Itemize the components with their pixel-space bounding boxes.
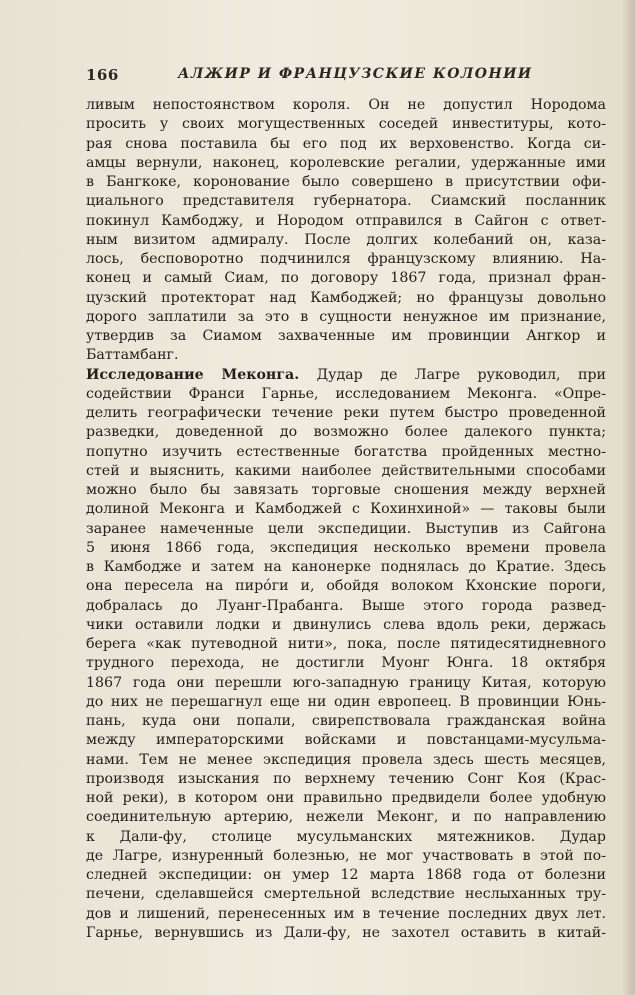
text-line: Баттамбанг. — [86, 347, 179, 364]
text-line: конец и самый Сиам, по договору 1867 года, признал фран- — [86, 270, 606, 287]
text-line: Гарнье, вернувшись из Дали-фу, не захотел оставить в китай- — [86, 924, 606, 941]
text-line: попутно изучить естественные богатства пройденных местно- — [86, 443, 606, 460]
text-line: печени, сделавшейся смертельной вследствие неслыханных тру- — [86, 886, 606, 903]
text-line: трудного перехода, не достигли Муонг Юнга. 18 октября — [86, 655, 606, 672]
text-line: просить у своих могущественных соседей инвеституры, кото- — [86, 116, 606, 133]
text-line: заранее намеченные цели экспедиции. Выступив из Сайгона — [86, 520, 606, 537]
text-line: утвердив за Сиамом захваченные им провинции Ангкор и — [86, 328, 606, 344]
section-first-line — [86, 366, 606, 385]
text-line: следней экспедиции: он умер 12 марта 1868 года от болезни — [86, 867, 606, 883]
text-line: в Камбодже и затем на канонерке поднялась до Кратие. Здесь — [86, 559, 606, 575]
text-line: лось, бесповоротно подчинился французскому влиянию. На- — [86, 251, 606, 267]
text-line: стей и выяснить, какими наиболее действительными способами — [86, 462, 606, 479]
text-line: цузский протекторат над Камбоджей; но французы довольно — [86, 289, 606, 306]
text-line: делить географически течение реки путем быстро проведенной — [86, 405, 606, 421]
text-line: дорого заплатили за это в сущности ненужное им признание, — [86, 308, 606, 325]
text-line: покинул Камбоджу, и Нородом отправился в Сайгон с ответ- — [86, 212, 606, 229]
text-line: разведки, доведенной до возможно более далекого пункта; — [86, 424, 606, 441]
text-line: между императорскими войсками и повстанцами-мусульма- — [86, 732, 606, 749]
text-line: долиной Меконга и Камбоджей с Кохинхиной» — таковы были — [86, 501, 606, 518]
text-line: циального представителя губернатора. Сиамский посланник — [86, 193, 606, 210]
text-line: де Лагре, изнуренный болезнью, не мог участвовать в этой по- — [86, 847, 606, 864]
text-line: берега «как путеводной нити», пока, после пятидесятидневного — [86, 636, 606, 652]
text-line: ным визитом адмиралу. После долгих колебаний он, каза- — [86, 231, 606, 248]
text-line: она пересела на пирóги и, обойдя волоком Кхонские пороги, — [86, 578, 606, 595]
text-line: в Бангкоке, коронование было совершено в присутствии офи- — [86, 174, 606, 190]
text-line: к Дали-фу, столице мусульманских мятежников. Дудар — [86, 828, 606, 845]
text-line: ной реки), в котором они правильно предвидели более удобную — [86, 790, 606, 806]
text-line: содействии Франси Гарнье, исследованием Меконга. «Опре- — [86, 385, 606, 402]
text-line: соединительную артерию, нежели Меконг, и по направлению — [86, 809, 606, 826]
running-title: АЛЖИР И ФРАНЦУЗСКИЕ КОЛОНИИ — [178, 66, 533, 82]
text-line: нами. Тем не менее экспедиция провела здесь шесть месяцев, — [86, 751, 606, 768]
text-line: рая снова поставила бы его под их верховенство. Когда си- — [86, 135, 606, 152]
body-text — [86, 96, 606, 943]
text-line: 5 июня 1866 года, экспедиция несколько времени провела — [86, 539, 606, 556]
text-line: добралась до Луанг-Прабанга. Выше этого города развед- — [86, 597, 606, 614]
text-line: амцы вернули, наконец, королевские регалии, удержанные ими — [86, 154, 606, 171]
text-line: пань, куда они попали, свирепствовала гражданская война — [86, 713, 606, 729]
section-heading: Исследование Меконга. — [86, 366, 300, 383]
text-line: производя изыскания по верхнему течению Сонг Коя (Крас- — [86, 770, 606, 787]
text-line: дов и лишений, перенесенных им в течение последних двух лет. — [86, 905, 606, 922]
page-edge-shadow — [621, 0, 635, 995]
text-line: можно было бы завязать торговые сношения между верхней — [86, 482, 606, 498]
text-line: до них не перешагнул еще ни один европеец. В провинции Юнь- — [86, 693, 606, 710]
text-line: чики оставили лодки и двинулись слева вдоль реки, держась — [86, 616, 606, 633]
page-number: 166 — [86, 66, 119, 84]
section-first-line-text: Дудар де Лагре руководил, при — [299, 366, 606, 383]
text-line: ливым непостоянством короля. Он не допустил Нородома — [86, 97, 606, 113]
text-line: 1867 года они перешли юго-западную границу Китая, которую — [86, 674, 606, 691]
page-header — [86, 66, 606, 88]
